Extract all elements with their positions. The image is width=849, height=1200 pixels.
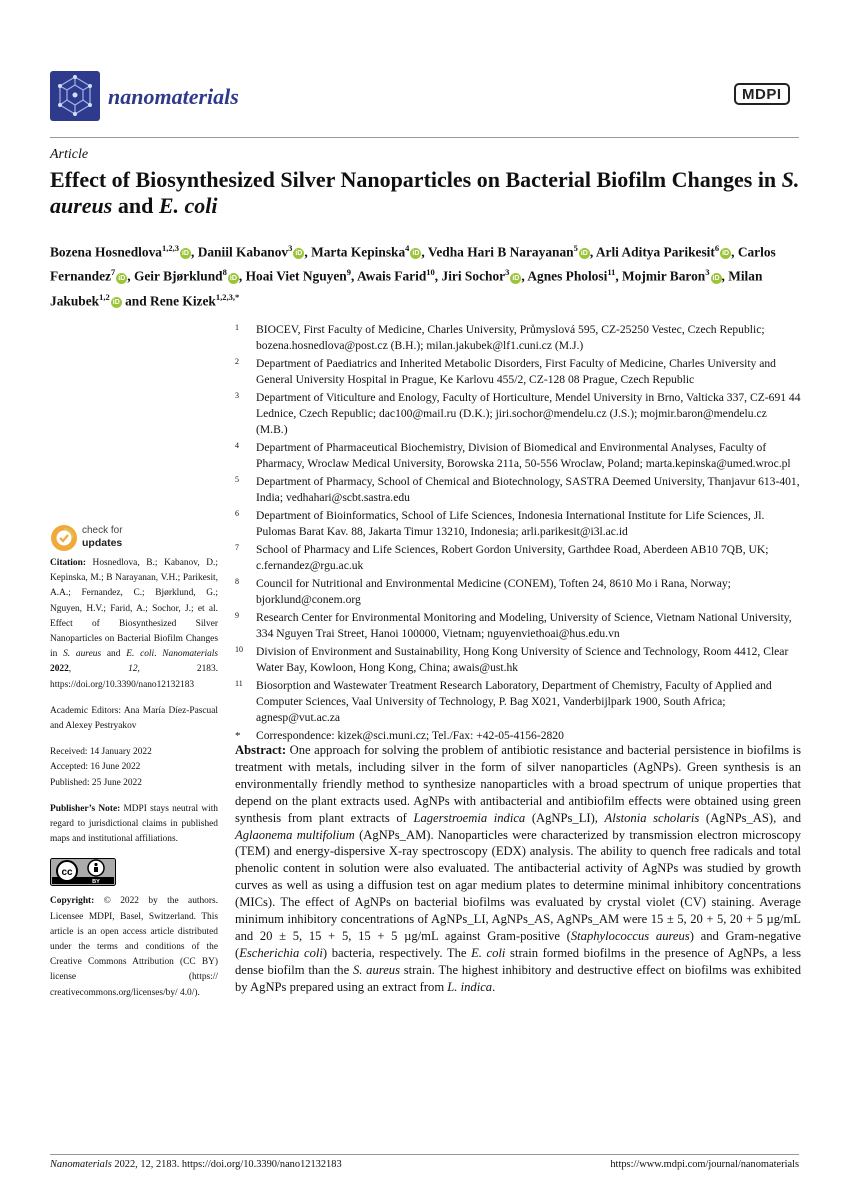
affiliation-number: 1 bbox=[235, 323, 239, 332]
orcid-icon[interactable]: iD bbox=[112, 299, 120, 307]
abstract-segment: One approach for solving the problem of antibiotic resistance and bacterial persistence in biofilms is treatment with metals, including silver in the form of silver nanoparticles (AgNPs). Green synthesis is an environmentally friendly method to synthesize nanoparticles with a broad spectrum of unique properties that depend on the plant extracts used. AgNPs with antibacterial and antibiofilm effects were obtained using green synthesis from plant extracts of bbox=[235, 743, 801, 825]
header-divider bbox=[50, 137, 799, 138]
abstract-segment: E. coli bbox=[471, 945, 506, 960]
publisher-name: MDPI bbox=[734, 83, 790, 105]
affiliation-item bbox=[235, 542, 801, 574]
orcid-icon[interactable]: iD bbox=[580, 250, 588, 258]
publishers-note bbox=[50, 802, 218, 848]
orcid-icon[interactable]: iD bbox=[295, 250, 303, 258]
affiliation-number: 8 bbox=[235, 577, 239, 586]
affiliation-item bbox=[235, 644, 801, 676]
publishers-note-text: MDPI stays neutral with regard to jurisdictional claims in published maps and institutional affiliations. bbox=[50, 803, 218, 845]
footer-citation bbox=[50, 1159, 342, 1170]
abstract-segment: ) and Gram-negative ( bbox=[235, 928, 801, 960]
footer-journal: Nanomaterials bbox=[50, 1159, 112, 1170]
footer-divider bbox=[50, 1154, 799, 1155]
orcid-icon[interactable]: iD bbox=[181, 250, 189, 258]
affiliation-text: BIOCEV, First Faculty of Medicine, Charles University, Průmyslová 595, CZ-25250 Vestec, Czech Republic; bozena.hosnedlova@post.cz (B.H.); milan.jakubek@lf1.cuni.cz (M.J.) bbox=[256, 323, 765, 352]
author-affiliation-marker: 10 bbox=[426, 267, 435, 278]
article-title bbox=[50, 167, 800, 219]
affiliation-item bbox=[235, 678, 801, 726]
check-updates-icon bbox=[50, 524, 78, 552]
affiliation-number: * bbox=[235, 730, 241, 742]
title-segment: S. aureus bbox=[50, 167, 800, 218]
citation-segment: Hosnedlova, B.; Kabanov, D.; Kepinska, M.; B Narayanan, V.H.; Parikesit, A.A.; Fernandez, C.; Bjørklund, G.; Nguyen, H.V.; Farid, A.; Sochor, J.; et al. Effect of Biosynthesized Silver Nanoparticles on Bacterial Biofilm Changes in bbox=[50, 558, 218, 660]
author-affiliation-marker: 7 bbox=[111, 267, 116, 278]
citation-segment: E. coli bbox=[126, 649, 155, 660]
footer-journal-url[interactable]: https://www.mdpi.com/journal/nanomaterials bbox=[610, 1159, 799, 1170]
orcid-icon[interactable]: iD bbox=[512, 274, 520, 282]
abstract-segment: Aglaonema multifolium bbox=[235, 827, 355, 842]
affiliation-text: Department of Pharmaceutical Biochemistry, Division of Biomedical and Environmental Analyses, Faculty of Pharmacy, Wroclaw Medical University, Borowska 211a, 50-556 Wroclaw, Poland; marta.kepinska@umed.wroc.pl bbox=[256, 441, 791, 470]
copyright-label: Copyright: bbox=[50, 896, 95, 907]
affiliation-item bbox=[235, 610, 801, 642]
cc-by-text: BY bbox=[92, 879, 100, 886]
citation-segment: Nanomaterials bbox=[162, 649, 219, 660]
author-name: Jiri Sochor bbox=[441, 268, 506, 284]
abstract-segment: L. indica bbox=[447, 979, 493, 994]
citation-segment: , bbox=[68, 664, 129, 675]
author-name: Hoai Viet Nguyen bbox=[245, 268, 347, 284]
journal-name: nanomaterials bbox=[108, 84, 239, 109]
author-affiliation-marker: 3 bbox=[505, 267, 510, 278]
affiliation-item bbox=[235, 356, 801, 388]
author-name: Mojmir Baron bbox=[622, 268, 706, 284]
title-segment: and bbox=[112, 193, 159, 218]
citation-segment: 12 bbox=[128, 664, 138, 675]
abstract-segment: . bbox=[492, 979, 496, 994]
check-for-label: check for bbox=[82, 525, 123, 536]
citation-segment: S. aureus bbox=[63, 649, 102, 660]
article-sidebar bbox=[50, 556, 218, 1012]
received-date: Received: 14 January 2022 bbox=[50, 747, 152, 758]
orcid-icon[interactable]: iD bbox=[722, 250, 730, 258]
affiliation-number: 10 bbox=[235, 645, 243, 654]
citation-segment: 2022 bbox=[50, 664, 69, 675]
title-segment: Effect of Biosynthesized Silver Nanoparticles on Bacterial Biofilm Changes in bbox=[50, 167, 782, 192]
footer-doi: , 12, 2183. https://doi.org/10.3390/nano12132183 bbox=[135, 1159, 342, 1170]
history bbox=[50, 745, 218, 791]
affiliation-text: School of Pharmacy and Life Sciences, Robert Gordon University, Garthdee Road, Aberdeen AB10 7QB, UK; c.fernandez@rgu.ac.uk bbox=[256, 543, 769, 572]
updates-label: updates bbox=[82, 537, 123, 549]
author-affiliation-marker: 5 bbox=[573, 243, 578, 253]
affiliation-item bbox=[235, 322, 801, 354]
author-affiliation-marker: 9 bbox=[346, 267, 352, 278]
abstract-segment: Lagerstroemia indica bbox=[413, 810, 526, 825]
affiliation-item bbox=[235, 474, 801, 506]
author-name: Awais Farid bbox=[356, 268, 427, 284]
abstract-label: Abstract: bbox=[235, 743, 287, 757]
author-affiliation-marker: 11 bbox=[607, 267, 616, 278]
citation-text bbox=[50, 558, 218, 690]
academic-editors: Academic Editors: Ana María Díez-Pascual and Alexey Pestryakov bbox=[50, 705, 218, 732]
affiliations bbox=[235, 322, 801, 746]
abstract-segment: (AgNPs_AS), and bbox=[699, 810, 801, 825]
abstract-segment: Alstonia scholaris bbox=[604, 810, 700, 825]
copyright bbox=[50, 894, 218, 1000]
affiliation-text: Research Center for Environmental Monitoring and Modeling, University of Science, Vietnam National University, 334 Nguyen Trai Street, Hanoi 100000, Vietnam; nguyenviethoai@hus.edu.vn bbox=[256, 611, 792, 640]
citation-segment: , 2183. https://doi.org/10.3390/nano12132183 bbox=[50, 664, 218, 690]
publishers-note-label: Publisher’s Note: bbox=[50, 803, 121, 814]
abstract-text bbox=[235, 743, 801, 994]
author-affiliation-marker: 8 bbox=[222, 267, 227, 278]
affiliation-item bbox=[235, 576, 801, 608]
check-for-updates-badge[interactable] bbox=[50, 524, 170, 554]
copyright-text: © 2022 by the authors. Licensee MDPI, Basel, Switzerland. This article is an open access article distributed under the terms and conditions of the Creative Commons Attribution (CC BY) license (https:// creativecommons.org/licenses/by/ 4.0/). bbox=[50, 896, 218, 998]
abstract-segment: (AgNPs_LI), bbox=[525, 810, 605, 825]
article-type: Article bbox=[50, 147, 89, 162]
author-name: Arli Aditya Parikesit bbox=[595, 244, 715, 260]
abstract-segment: Escherichia coli bbox=[239, 945, 323, 960]
citation bbox=[50, 556, 218, 693]
author-affiliation-marker: 4 bbox=[405, 243, 410, 253]
affiliation-text: Department of Viticulture and Enology, Faculty of Horticulture, Mendel University in Brno, Valticka 337, CZ-691 44 Lednice, Czech Republic; dac100@mail.ru (D.K.); jiri.sochor@mendelu.cz (J.S.); mojmir.baron@mendelu.cz (M.B.) bbox=[256, 391, 801, 436]
orcid-icon[interactable]: iD bbox=[712, 274, 720, 282]
affiliation-item bbox=[235, 390, 801, 438]
affiliation-number: 9 bbox=[235, 611, 239, 620]
affiliation-number: 3 bbox=[235, 391, 239, 400]
publisher-logo bbox=[734, 86, 790, 104]
author-affiliation-marker: 3 bbox=[705, 267, 710, 278]
svg-text:cc: cc bbox=[61, 867, 73, 879]
author-name: Agnes Pholosi bbox=[527, 268, 608, 284]
orcid-icon[interactable]: iD bbox=[229, 274, 237, 282]
citation-segment: . bbox=[154, 649, 163, 660]
abstract-segment: ) bacteria, respectively. The bbox=[322, 945, 472, 960]
author-name: Vedha Hari B Narayanan bbox=[427, 244, 574, 260]
author-name: Milan Jakubek bbox=[50, 268, 763, 309]
abstract-segment: strain formed biofilms in the presence of AgNPs, a less dense biofilm than the bbox=[235, 945, 802, 977]
orcid-icon[interactable]: iD bbox=[118, 274, 126, 282]
affiliation-item bbox=[235, 508, 801, 540]
author-name: Carlos Fernandez bbox=[50, 244, 776, 284]
author-name: Bozena Hosnedlova bbox=[50, 244, 162, 260]
affiliation-number: 2 bbox=[235, 357, 239, 366]
published-date: Published: 25 June 2022 bbox=[50, 777, 142, 788]
affiliation-text: Division of Environment and Sustainability, Hong Kong University of Science and Technology, Room 4412, Clear Water Bay, Kowloon, Hong Kong, China; awais@ust.hk bbox=[256, 645, 789, 674]
affiliation-number: 11 bbox=[235, 679, 243, 688]
journal-logo bbox=[50, 71, 100, 121]
author-name: Marta Kepinska bbox=[311, 244, 406, 260]
affiliation-number: 6 bbox=[235, 509, 239, 518]
author-name: Daniil Kabanov bbox=[197, 244, 289, 260]
citation-segment: and bbox=[101, 649, 127, 660]
affiliation-number: 4 bbox=[235, 441, 239, 450]
author-affiliation-marker: 6 bbox=[714, 243, 720, 253]
citation-label: Citation: bbox=[50, 558, 86, 568]
affiliation-text: Council for Nutritional and Environmental Medicine (CONEM), Toften 24, 8610 Mo i Rana, Norway; bjorklund@conem.org bbox=[256, 577, 731, 606]
author-affiliation-marker: 1,2,3 bbox=[161, 243, 179, 253]
title-segment: E. coli bbox=[158, 193, 218, 218]
affiliation-text: Biosorption and Wastewater Treatment Research Laboratory, Department of Chemistry, Faculty of Applied and Computer Sciences, Vaal University of Technology, P. Bag X021, Vanderbijlpark 1900, South Africa; agnesp@vut.ac.za bbox=[256, 679, 772, 724]
orcid-icon[interactable]: iD bbox=[412, 250, 420, 258]
cc-by-license-icon[interactable] bbox=[50, 858, 116, 886]
author-name: Geir Bjørklund bbox=[133, 268, 223, 284]
author-list: Bozena Hosnedlova$^{1,2,3}$iD , Daniil Kabanov$^3$iD , Marta Kepinska$^4$iD , Vedha Hari B Narayanan$^5$iD , Arli Aditya Parikesit$^6$iD , Carlos Fernandez$^7$iD , Geir Bjørklund$^8$iD , Hoai Viet Nguyen$^9$, Awais Farid$^{10}$, Jiri Sochor$^3$iD , Agnes Pholosi$^{11}$, Mojmir Baron$^3$iD , Milan Jakubek$^{1,2}$iD and Rene Kizek$^{1,2,3,*}$ bbox=[50, 243, 776, 309]
affiliation-number: 7 bbox=[235, 543, 239, 552]
abstract bbox=[235, 742, 801, 996]
author-affiliation-marker: 1,2,3,* bbox=[215, 291, 240, 302]
affiliation-number: 5 bbox=[235, 475, 239, 484]
affiliation-text: Department of Pharmacy, School of Chemical and Biotechnology, SASTRA Deemed University, Thanjavur 613-401, India; vedhahari@scbt.sastra.edu bbox=[256, 475, 800, 504]
abstract-segment: Staphylococcus aureus bbox=[570, 928, 690, 943]
abstract-segment: strain. The highest inhibitory and destructive effect on biofilms was exhibited by AgNPs prepared using an extract from bbox=[235, 962, 801, 994]
abstract-segment: (AgNPs_AM). Nanoparticles were characterized by transmission electron microscopy (TEM) and energy-dispersive X-ray spectroscopy (EDX) analysis. The ability to quench free radicals and total phenolic content in solution were also evaluated. The antibacterial activity of AgNPs was studied by growth curves as well as using a diffusion test on agar medium plates to determine minimal inhibitory concentrations (MICs). The effect of AgNPs on bacterial biofilms was evaluated by crystal violet (CV) staining. Average minimum inhibitory concentrations of AgNPs_LI, AgNPs_AS, AgNPs_AM were 15 ± 5, 20 + 5, 20 + 5 µg/mL and 20 ± 5, 15 + 5, 15 + 5 µg/mL against Gram-positive ( bbox=[235, 827, 801, 943]
affiliation-text: Correspondence: kizek@sci.muni.cz; Tel./Fax: +42-05-4156-2820 bbox=[256, 729, 564, 742]
author-affiliation-marker: 3 bbox=[288, 243, 293, 253]
author-name: Rene Kizek bbox=[150, 293, 216, 309]
affiliation-item bbox=[235, 440, 801, 472]
affiliation-text: Department of Bioinformatics, School of Life Sciences, Indonesia International Institute for Life Sciences, Jl. Pulomas Barat Kav. 88, Jakarta Timur 13210, Indonesia; arli.parikesit@i3l.ac.id bbox=[256, 509, 765, 538]
footer-year: 2022 bbox=[114, 1159, 136, 1170]
author-affiliation-marker: 1,2 bbox=[99, 291, 110, 302]
abstract-segment: S. aureus bbox=[352, 962, 400, 977]
affiliation-text: Department of Paediatrics and Inherited Metabolic Disorders, First Faculty of Medicine, Charles University and General University Hospital in Prague, Ke Karlovu 455/2, CZ-128 08 Prague, Czech Republic bbox=[256, 357, 776, 386]
accepted-date: Accepted: 16 June 2022 bbox=[50, 762, 141, 773]
